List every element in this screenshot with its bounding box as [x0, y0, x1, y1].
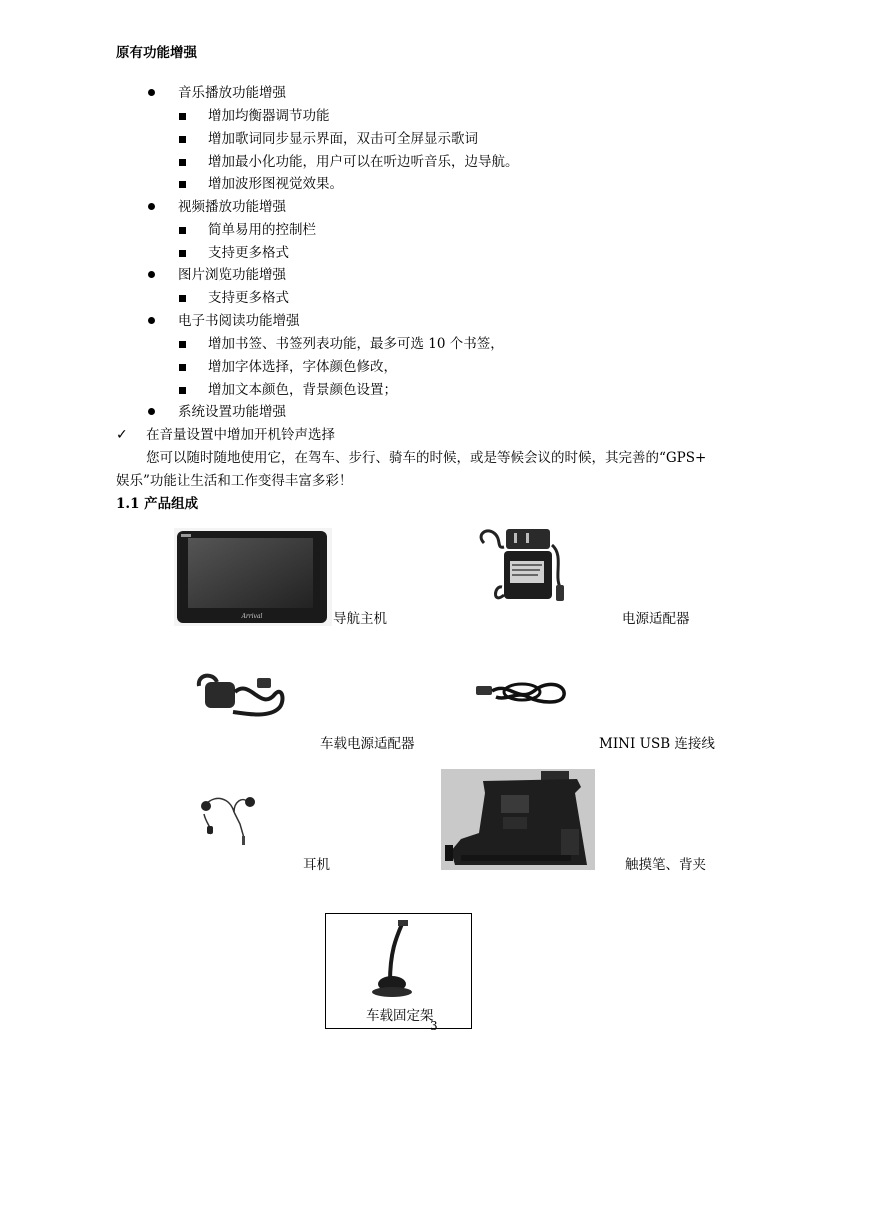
car-power-adapter-label: 车载电源适配器 — [320, 736, 415, 752]
feature-settings: 系统设置功能增强 — [178, 404, 286, 420]
feature-sub: 支持更多格式 — [208, 290, 289, 306]
stylus-clip-photo — [441, 769, 595, 870]
feature-sub: 增加字体选择，字体颜色修改， — [208, 359, 397, 375]
mini-usb-photo — [474, 677, 568, 707]
nav-host-label: 导航主机 — [333, 611, 387, 627]
earphone-photo — [196, 790, 266, 848]
feature-music: 音乐播放功能增强 — [178, 85, 286, 101]
bullet-square — [179, 136, 186, 143]
car-mount-photo — [366, 918, 430, 1000]
subsection-title: 1.1 产品组成 — [116, 496, 199, 512]
check-item: 在音量设置中增加开机铃声选择 — [146, 427, 335, 443]
mini-usb-label: MINI USB 连接线 — [599, 736, 715, 752]
bullet-square — [179, 387, 186, 394]
power-adapter-label: 电源适配器 — [622, 611, 690, 627]
bullet-square — [179, 364, 186, 371]
bullet-dot — [148, 317, 155, 324]
bullet-dot — [148, 408, 155, 415]
car-mount-label: 车载固定架 — [366, 1008, 434, 1024]
section-title: 原有功能增强 — [116, 45, 197, 61]
check-icon: ✓ — [116, 427, 128, 443]
feature-video: 视频播放功能增强 — [178, 199, 286, 215]
bullet-square — [179, 181, 186, 188]
feature-sub: 增加最小化功能，用户可以在听边听音乐，边导航。 — [208, 154, 519, 170]
bullet-square — [179, 295, 186, 302]
bullet-dot — [148, 203, 155, 210]
earphone-label: 耳机 — [303, 857, 330, 873]
feature-ebook: 电子书阅读功能增强 — [178, 313, 300, 329]
bullet-square — [179, 341, 186, 348]
bullet-dot — [148, 271, 155, 278]
bullet-dot — [148, 89, 155, 96]
stylus-clip-label: 触摸笔、背夹 — [625, 857, 706, 873]
feature-picture: 图片浏览功能增强 — [178, 267, 286, 283]
page-number: 3 — [430, 1019, 438, 1033]
car-power-adapter-photo — [195, 668, 287, 718]
power-adapter-photo — [474, 525, 566, 611]
bullet-square — [179, 113, 186, 120]
feature-sub: 增加波形图视觉效果。 — [208, 176, 343, 192]
feature-sub: 简单易用的控制栏 — [208, 222, 316, 238]
bullet-square — [179, 227, 186, 234]
feature-sub: 增加书签、书签列表功能，最多可选 10 个书签， — [208, 336, 504, 352]
feature-sub: 增加歌词同步显示界面，双击可全屏显示歌词 — [208, 131, 478, 147]
feature-sub: 支持更多格式 — [208, 245, 289, 261]
paragraph-line: 您可以随时随地使用它，在驾车、步行、骑车的时候，或是等候会议的时候，其完善的“GPS+ — [146, 450, 707, 466]
nav-brand-text: Arrival — [241, 613, 263, 620]
feature-sub: 增加文本颜色，背景颜色设置； — [208, 382, 397, 398]
nav-host-photo — [174, 528, 332, 626]
bullet-square — [179, 159, 186, 166]
paragraph-line: 娱乐”功能让生活和工作变得丰富多彩！ — [116, 473, 353, 489]
car-mount-box — [325, 913, 472, 1029]
feature-sub: 增加均衡器调节功能 — [208, 108, 330, 124]
bullet-square — [179, 250, 186, 257]
